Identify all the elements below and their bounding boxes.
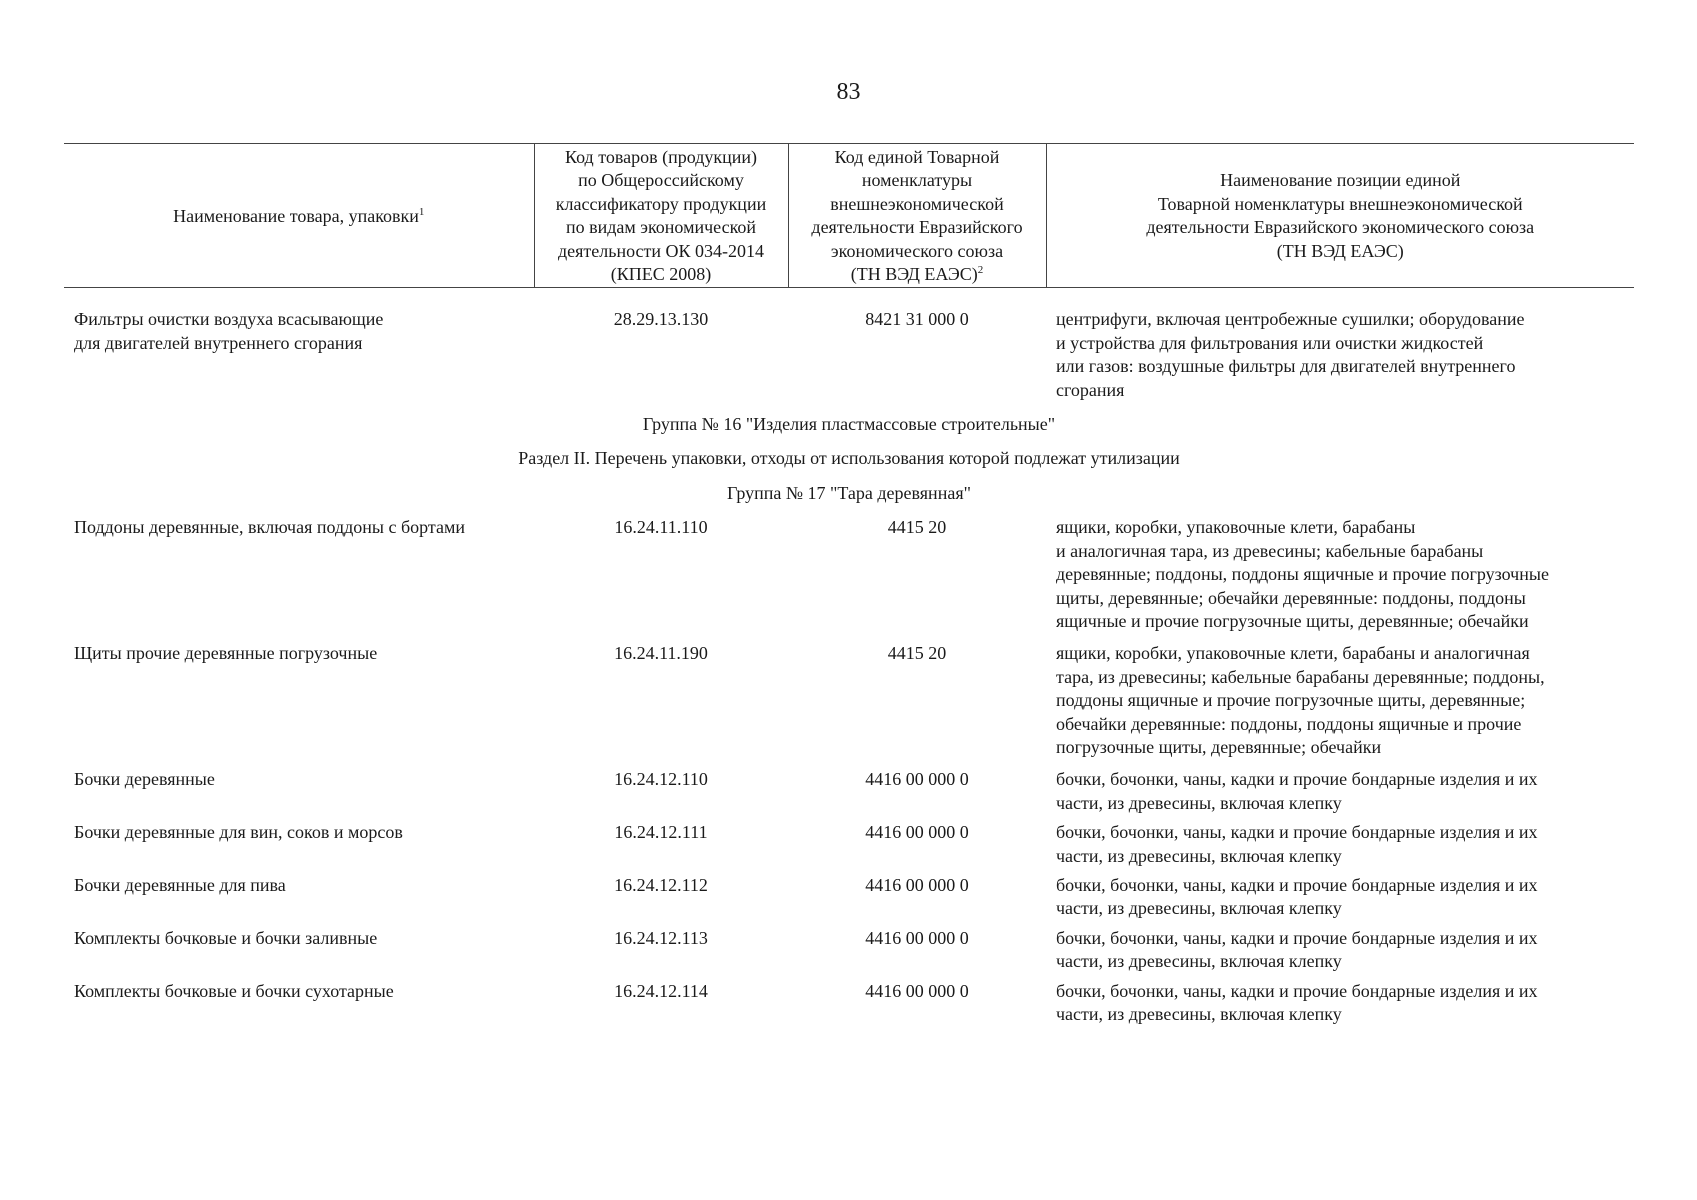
okpd-code: 16.24.12.114 [614, 980, 708, 1001]
header-line: (ТН ВЭД ЕАЭС)$^2$ [850, 264, 984, 285]
tnved-code: 4416 00 000 0 [865, 927, 969, 948]
table-row [64, 642, 1634, 768]
table-row [64, 308, 1634, 411]
table-header [64, 144, 1634, 288]
product-name [64, 768, 534, 821]
header-line: по видам экономической [565, 217, 757, 238]
okpd-code: 16.24.12.111 [614, 822, 708, 843]
table-row [64, 768, 1634, 821]
tnved-description-line: погрузочные щиты, деревянные; обечайки [1056, 736, 1382, 757]
product-name [64, 980, 534, 1033]
header-line: деятельности Евразийского экономического союза [1146, 217, 1535, 238]
header-tnved-code [788, 144, 1046, 288]
table-row [64, 821, 1634, 874]
section-heading [64, 411, 1634, 447]
section-heading [64, 482, 1634, 516]
product-name-line: Поддоны деревянные, включая поддоны с бортами [74, 517, 466, 538]
tnved-description-line: тара, из древесины; кабельные барабаны деревянные; поддоны, [1056, 666, 1545, 687]
section-heading [64, 447, 1634, 481]
tnved-description-line: части, из древесины, включая клепку [1056, 898, 1342, 919]
header-line: (ТН ВЭД ЕАЭС) [1276, 240, 1404, 261]
tnved-code: 4415 20 [887, 643, 947, 664]
tnved-description-line: и устройства для фильтрования или очистки жидкостей [1056, 332, 1484, 353]
header-line: Наименование позиции единой [1220, 170, 1461, 191]
product-name [64, 821, 534, 874]
tnved-description [1046, 768, 1634, 821]
tnved-description-line: части, из древесины, включая клепку [1056, 845, 1342, 866]
okpd-code: 28.29.13.130 [613, 309, 709, 330]
okpd-code: 16.24.12.110 [614, 769, 708, 790]
product-name-line: Бочки деревянные для пива [74, 874, 286, 895]
section-heading-text: Группа № 17 "Тара деревянная" [727, 482, 971, 503]
tnved-description-line: части, из древесины, включая клепку [1056, 792, 1342, 813]
product-name-line: Фильтры очистки воздуха всасывающие [74, 309, 384, 330]
tnved-description-line: щиты, деревянные; обечайки деревянные: поддоны, поддоны [1056, 587, 1526, 608]
product-name-line: для двигателей внутреннего сгорания [74, 332, 363, 353]
tnved-description [1046, 516, 1634, 642]
header-line: (КПЕС 2008) [610, 264, 712, 285]
product-registry-table [64, 143, 1634, 1032]
tnved-description-line: и аналогичная тара, из древесины; кабельные барабаны [1056, 540, 1484, 561]
okpd-code: 16.24.12.113 [614, 927, 708, 948]
table-row [64, 980, 1634, 1033]
header-product-name [64, 144, 534, 288]
header-line: Наименование товара, упаковки [173, 205, 419, 226]
tnved-description [1046, 980, 1634, 1033]
product-name-line: Щиты прочие деревянные погрузочные [74, 643, 378, 664]
tnved-description-line: деревянные; поддоны, поддоны ящичные и прочие погрузочные [1056, 564, 1549, 585]
product-name-line: Бочки деревянные для вин, соков и морсов [74, 822, 403, 843]
header-okpd-code [534, 144, 788, 288]
header-line: Код единой Товарной [834, 147, 1000, 167]
tnved-description-line: бочки, бочонки, чаны, кадки и прочие бондарные изделия и их [1056, 874, 1538, 895]
tnved-description-line: или газов: воздушные фильтры для двигателей внутреннего [1056, 356, 1516, 377]
tnved-code: 4416 00 000 0 [865, 769, 969, 790]
table-row [64, 927, 1634, 980]
tnved-description-line: части, из древесины, включая клепку [1056, 951, 1342, 972]
header-line: классификатору продукции [555, 193, 767, 214]
header-spacer [64, 288, 1634, 309]
tnved-description-line: бочки, бочонки, чаны, кадки и прочие бондарные изделия и их [1056, 769, 1538, 790]
okpd-code: 16.24.12.112 [614, 874, 708, 895]
header-line: Товарной номенклатуры внешнеэкономической [1157, 193, 1523, 214]
section-heading-text: Группа № 16 "Изделия пластмассовые строительные" [642, 414, 1056, 435]
product-name [64, 642, 534, 768]
tnved-description [1046, 308, 1634, 411]
tnved-description-line: бочки, бочонки, чаны, кадки и прочие бондарные изделия и их [1056, 927, 1538, 948]
tnved-description-line: ящики, коробки, упаковочные клети, барабаны [1056, 517, 1416, 538]
tnved-description [1046, 927, 1634, 980]
header-line: внешнеэкономической [830, 193, 1004, 214]
tnved-description-line: сгорания [1056, 379, 1125, 400]
table-row [64, 516, 1634, 642]
tnved-description [1046, 642, 1634, 768]
product-name [64, 874, 534, 927]
page-number: 83 [836, 79, 861, 105]
product-name [64, 927, 534, 980]
table-body [64, 288, 1634, 1032]
tnved-description-line: бочки, бочонки, чаны, кадки и прочие бондарные изделия и их [1056, 980, 1538, 1001]
product-name-line: Комплекты бочковые и бочки сухотарные [74, 980, 394, 1001]
tnved-code: 4416 00 000 0 [865, 980, 969, 1001]
product-name-line: Комплекты бочковые и бочки заливные [74, 927, 378, 948]
tnved-description [1046, 874, 1634, 927]
tnved-description-line: обечайки деревянные: поддоны, поддоны ящичные и прочие [1056, 713, 1522, 734]
tnved-code: 4415 20 [887, 517, 947, 538]
table-row [64, 874, 1634, 927]
header-line: деятельности Евразийского [811, 217, 1023, 238]
header-col3-text [795, 146, 1040, 286]
tnved-code: 4416 00 000 0 [865, 822, 969, 843]
footnote-marker-1: 1 [418, 205, 425, 218]
footnote-marker-2: 2 [977, 264, 984, 277]
tnved-description-line: ящики, коробки, упаковочные клети, барабаны и аналогичная [1056, 643, 1530, 664]
header-col1-text [173, 206, 419, 226]
tnved-description [1046, 821, 1634, 874]
product-name-line: Бочки деревянные [74, 769, 215, 790]
header-line: деятельности ОК 034-2014 [557, 240, 765, 261]
tnved-description-line: части, из древесины, включая клепку [1056, 1004, 1342, 1024]
header-line: экономического союза [830, 240, 1004, 261]
product-name [64, 516, 534, 642]
tnved-code: 8421 31 000 0 [865, 309, 969, 330]
header-line: Код товаров (продукции) [564, 147, 758, 167]
okpd-code: 16.24.11.110 [614, 517, 708, 538]
section-heading-text: Раздел II. Перечень упаковки, отходы от использования которой подлежат утилизации [518, 448, 1180, 469]
tnved-description-line: центрифуги, включая центробежные сушилки; оборудование [1056, 309, 1525, 330]
header-tnved-position [1046, 144, 1634, 288]
tnved-code: 4416 00 000 0 [865, 874, 969, 895]
tnved-description-line: поддоны ящичные и прочие погрузочные щиты, деревянные; [1056, 690, 1526, 711]
okpd-code: 16.24.11.190 [614, 643, 708, 664]
product-name [64, 308, 534, 411]
header-line: по Общероссийскому [578, 170, 744, 191]
tnved-description-line: бочки, бочонки, чаны, кадки и прочие бондарные изделия и их [1056, 822, 1538, 843]
header-line: номенклатуры [861, 170, 973, 191]
tnved-description-line: ящичные и прочие погрузочные щиты, деревянные; обечайки [1056, 610, 1529, 631]
